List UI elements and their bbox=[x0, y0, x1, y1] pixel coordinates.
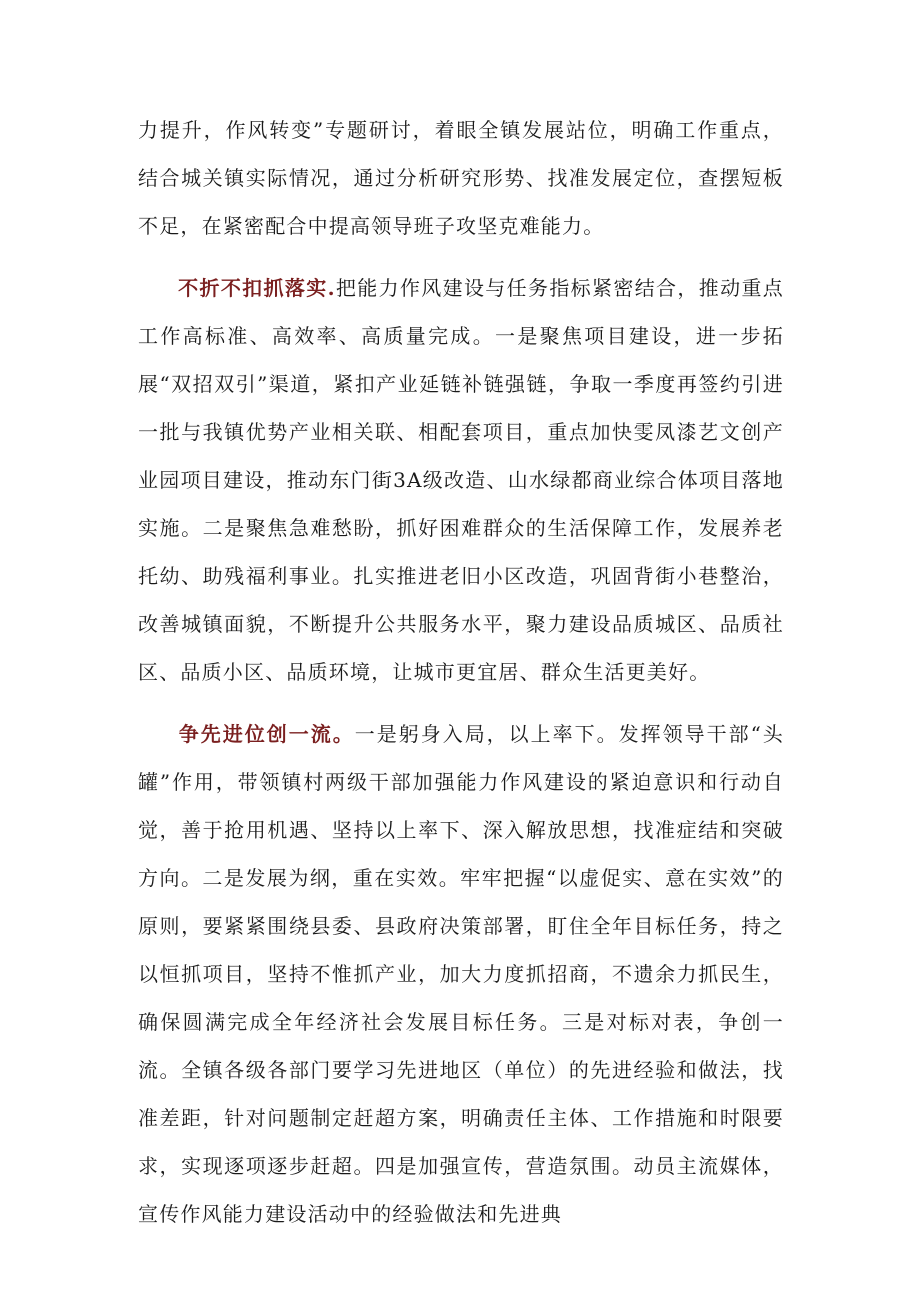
paragraph-2 bbox=[138, 264, 784, 696]
paragraph-2-text: 把能力作风建设与任务指标紧密结合，推动重点工作高标准、高效率、高质量完成。一是聚焦项目建设，进一步拓展“双招双引”渠道，紧扣产业延链补链强链，争取一季度再签约引进一批与我镇优势产业相关联、相配套项目，重点加快雯凤漆艺文创产业园项目建设，推动东门街3A级改造、山水绿都商业综合体项目落地实施。二是聚焦急难愁盼，抓好困难群众的生活保障工作，发展养老托幼、助残福利事业。扎实推进老旧小区改造，巩固背街小巷整治，改善城镇面貌，不断提升公共服务水平，聚力建设品质城区、品质社区、品质小区、品质环境，让城市更宜居、群众生活更美好。 bbox=[138, 276, 784, 684]
paragraph-1 bbox=[138, 106, 784, 250]
paragraph-3 bbox=[138, 710, 784, 1238]
paragraph-3-heading: 争先进位创一流。 bbox=[178, 722, 355, 746]
paragraph-3-text: 一是躬身入局，以上率下。发挥领导干部“头罐”作用，带领镇村两级干部加强能力作风建设的紧迫意识和行动自觉，善于抢用机遇、坚持以上率下、深入解放思想，找准症结和突破方向。二是发展为纲，重在实效。牢牢把握“以虚促实、意在实效”的原则，要紧紧围绕县委、县政府决策部署，盯住全年目标任务，持之以恒抓项目，坚持不惟抓产业，加大力度抓招商，不遗余力抓民生，确保圆满完成全年经济社会发展目标任务。三是对标对表，争创一流。全镇各级各部门要学习先进地区（单位）的先进经验和做法，找准差距，针对问题制定赶超方案，明确责任主体、工作措施和时限要求，实现逐项逐步赶超。四是加强宣传，营造氛围。动员主流媒体，宣传作风能力建设活动中的经验做法和先进典 bbox=[138, 722, 784, 1226]
paragraph-2-heading: 不折不扣抓落实. bbox=[178, 276, 336, 300]
paragraph-1-text: 力提升，作风转变”专题研讨，着眼全镇发展站位，明确工作重点，结合城关镇实际情况，通过分析研究形势、找准发展定位，查摆短板不足，在紧密配合中提高领导班子攻坚克难能力。 bbox=[138, 118, 784, 238]
